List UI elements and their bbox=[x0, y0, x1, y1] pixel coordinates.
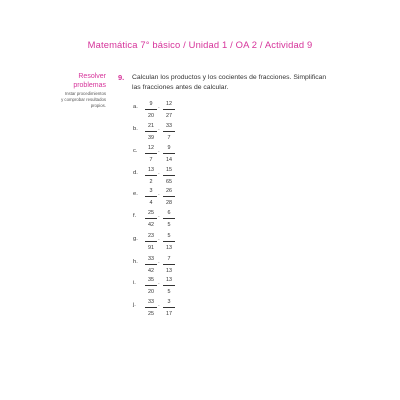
fraction-right bbox=[163, 188, 175, 206]
denominator: 27 bbox=[166, 113, 172, 119]
fraction-right bbox=[163, 277, 175, 295]
numerator: 9 bbox=[167, 145, 171, 151]
numerator: 26 bbox=[166, 188, 172, 194]
fraction-right bbox=[163, 167, 175, 185]
numerator: 25 bbox=[148, 210, 154, 216]
denominator: 20 bbox=[148, 113, 154, 119]
fraction-right bbox=[163, 299, 175, 317]
fraction-left bbox=[145, 256, 157, 274]
exercise-item bbox=[133, 256, 193, 276]
fraction-bar bbox=[163, 131, 175, 132]
numerator: 3 bbox=[149, 188, 153, 194]
exercise-item bbox=[133, 101, 193, 121]
fraction-left bbox=[145, 233, 157, 251]
sidebar-note bbox=[36, 91, 106, 108]
numerator: 13 bbox=[166, 277, 172, 283]
numerator: 21 bbox=[148, 123, 154, 129]
numerator: 33 bbox=[148, 299, 154, 305]
fraction-bar bbox=[163, 109, 175, 110]
sidebar-heading-line1: Resolver bbox=[78, 73, 106, 80]
item-letter: g. bbox=[133, 236, 138, 242]
sidebar-heading-line2: problemas bbox=[73, 81, 106, 89]
item-letter: d. bbox=[133, 170, 138, 176]
operator: · bbox=[158, 171, 160, 177]
denominator: 42 bbox=[148, 222, 154, 228]
denominator: 7 bbox=[149, 157, 153, 163]
sidebar-note-line1: Instar procedimientos bbox=[64, 91, 106, 96]
exercise-item bbox=[133, 233, 193, 253]
operator: · bbox=[158, 149, 160, 155]
exercise-item bbox=[133, 188, 193, 208]
fraction-left bbox=[145, 277, 157, 295]
operator: · bbox=[158, 281, 160, 287]
operator: · bbox=[158, 127, 160, 133]
item-letter: i. bbox=[133, 280, 136, 286]
fraction-right bbox=[163, 101, 175, 119]
exercise-item bbox=[133, 145, 193, 165]
numerator: 3 bbox=[167, 299, 171, 305]
numerator: 5 bbox=[167, 233, 171, 239]
numerator: 7 bbox=[167, 256, 171, 262]
fraction-right bbox=[163, 145, 175, 163]
fraction-bar bbox=[145, 175, 157, 176]
fraction-left bbox=[145, 299, 157, 317]
fraction-bar bbox=[145, 109, 157, 110]
denominator: 7 bbox=[167, 135, 171, 141]
denominator: 28 bbox=[166, 200, 172, 206]
fraction-bar bbox=[145, 218, 157, 219]
fraction-bar bbox=[163, 175, 175, 176]
fraction-bar bbox=[145, 196, 157, 197]
denominator: 17 bbox=[166, 311, 172, 317]
numerator: 13 bbox=[148, 167, 154, 173]
fraction-right bbox=[163, 256, 175, 274]
denominator: 39 bbox=[148, 135, 154, 141]
numerator: 23 bbox=[148, 233, 154, 239]
fraction-bar bbox=[145, 307, 157, 308]
denominator: 13 bbox=[166, 268, 172, 274]
fraction-bar bbox=[145, 264, 157, 265]
item-letter: a. bbox=[133, 104, 138, 110]
item-letter: h. bbox=[133, 259, 138, 265]
fraction-left bbox=[145, 101, 157, 119]
numerator: 35 bbox=[148, 277, 154, 283]
exercise-item bbox=[133, 123, 193, 143]
page-title: Matemática 7° básico / Unidad 1 / OA 2 / Actividad 9 bbox=[87, 39, 313, 50]
exercise-number: 9. bbox=[118, 73, 125, 82]
fraction-bar bbox=[145, 153, 157, 154]
denominator: 5 bbox=[167, 289, 171, 295]
fraction-bar bbox=[145, 241, 157, 242]
numerator: 9 bbox=[149, 101, 153, 107]
sidebar-note-line2: y comprobar resultados bbox=[61, 96, 106, 102]
denominator: 65 bbox=[166, 179, 172, 185]
denominator: 13 bbox=[166, 245, 172, 251]
numerator: 33 bbox=[166, 123, 172, 129]
operator: · bbox=[158, 237, 160, 243]
fraction-left bbox=[145, 123, 157, 141]
denominator: 25 bbox=[148, 311, 154, 317]
denominator: 2 bbox=[149, 179, 153, 185]
fraction-bar bbox=[163, 285, 175, 286]
item-letter: e. bbox=[133, 191, 138, 197]
exercise-item bbox=[133, 167, 193, 187]
fraction-bar bbox=[163, 153, 175, 154]
exercise-instruction: Calculan los productos y los cocientes de fracciones. Simplifican las fracciones antes de calcular. bbox=[132, 74, 327, 91]
fraction-left bbox=[145, 167, 157, 185]
numerator: 15 bbox=[166, 167, 172, 173]
fraction-right bbox=[163, 210, 175, 228]
item-letter: f. bbox=[133, 213, 137, 219]
numerator: 12 bbox=[166, 101, 172, 107]
item-letter: b. bbox=[133, 126, 138, 132]
exercise-item bbox=[133, 277, 193, 297]
operator: · bbox=[158, 105, 160, 111]
fraction-bar bbox=[163, 307, 175, 308]
operator: · bbox=[158, 192, 160, 198]
fraction-right bbox=[163, 123, 175, 141]
denominator: 91 bbox=[148, 245, 154, 251]
operator: · bbox=[158, 303, 160, 309]
fraction-left bbox=[145, 210, 157, 228]
operator: · bbox=[158, 214, 160, 220]
fraction-right bbox=[163, 233, 175, 251]
fraction-bar bbox=[163, 241, 175, 242]
fraction-bar bbox=[163, 218, 175, 219]
fraction-bar bbox=[145, 131, 157, 132]
item-letter: j. bbox=[133, 302, 136, 308]
fraction-bar bbox=[163, 196, 175, 197]
numerator: 6 bbox=[167, 210, 171, 216]
exercise-item bbox=[133, 210, 193, 230]
denominator: 4 bbox=[149, 200, 153, 206]
fraction-bar bbox=[163, 264, 175, 265]
fraction-bar bbox=[145, 285, 157, 286]
item-letter: c. bbox=[133, 148, 138, 154]
numerator: 33 bbox=[148, 256, 154, 262]
denominator: 20 bbox=[148, 289, 154, 295]
fraction-left bbox=[145, 145, 157, 163]
denominator: 42 bbox=[148, 268, 154, 274]
sidebar-note-line3: propios. bbox=[90, 102, 106, 108]
operator: · bbox=[158, 260, 160, 266]
denominator: 14 bbox=[166, 157, 172, 163]
denominator: 5 bbox=[167, 222, 171, 228]
fraction-left bbox=[145, 188, 157, 206]
sidebar-heading bbox=[16, 73, 106, 90]
numerator: 12 bbox=[148, 145, 154, 151]
exercise-item bbox=[133, 299, 193, 319]
